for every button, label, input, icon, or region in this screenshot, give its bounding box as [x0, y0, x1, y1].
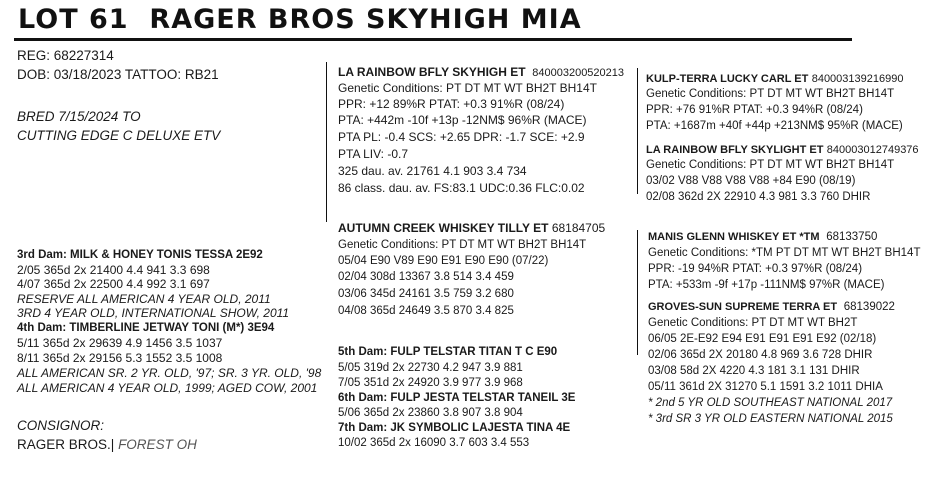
bred-line-2: CUTTING EDGE C DELUXE ETV	[17, 128, 221, 143]
dob-tattoo: DOB: 03/18/2023 TATTOO: RB21	[17, 67, 219, 82]
sire-reg: 840003200520213	[532, 67, 625, 79]
consignor-label: CONSIGNOR:	[17, 418, 105, 433]
dam-sire-heading	[648, 228, 877, 245]
dam-line-1: Genetic Conditions: PT DT MT WT BH2T BH14T	[338, 239, 587, 251]
sire-sire-name: KULP-TERRA LUCKY CARL ET	[646, 73, 809, 85]
sire-dam-reg: 840003012749376	[826, 144, 919, 156]
sire-sire-line-3: PTA: +1687m +40f +44p +213NM$ 95%R (MACE)	[646, 120, 903, 132]
lot-title	[18, 4, 582, 35]
sire-dam-line-2: 03/02 V88 V88 V88 V88 +84 E90 (08/19)	[646, 175, 856, 187]
fifth-dam-record-2: 7/05 351d 2x 24920 3.9 977 3.9 968	[338, 377, 523, 389]
seventh-dam-name: 7th Dam: JK SYMBOLIC LAJESTA TINA 4E	[338, 422, 571, 434]
dam-sire-line-1: Genetic Conditions: *TM PT DT MT WT BH2T BH14T	[648, 247, 921, 259]
sire-line-5: PTA LIV: -0.7	[338, 147, 409, 161]
sire-dam-line-3: 02/08 362d 2X 22910 4.3 981 3.3 760 DHIR	[646, 191, 871, 203]
sire-sire-line-1: Genetic Conditions: PT DT MT WT BH2T BH14T	[646, 88, 895, 100]
lot-number: LOT 61	[18, 4, 129, 35]
dam-line-4: 03/06 345d 24161 3.5 759 3.2 680	[338, 288, 514, 300]
sire-sire-reg: 840003139216990	[811, 73, 904, 85]
sixth-dam-record-1: 5/06 365d 2x 23860 3.8 907 3.8 904	[338, 407, 523, 419]
dam-dam-line-4: 03/08 58d 2X 4220 4.3 181 3.1 131 DHIR	[648, 365, 860, 377]
dam-dam-heading	[648, 298, 895, 315]
fourth-dam-record-1: 5/11 365d 2x 29639 4.9 1456 3.5 1037	[17, 336, 223, 350]
sire-sire-line-2: PPR: +76 91%R PTAT: +0.3 94%R (08/24)	[646, 104, 863, 116]
dam-reg: 68184705	[551, 221, 606, 235]
seventh-dam-record-1: 10/02 365d 2x 16090 3.7 603 3.4 553	[338, 437, 530, 449]
dam-name: AUTUMN CREEK WHISKEY TILLY ET	[338, 221, 549, 235]
sire-dam-heading	[646, 141, 919, 158]
third-dam-record-2: 4/07 365d 2x 22500 4.4 992 3.1 697	[17, 277, 210, 291]
dam-sire-name: MANIS GLENN WHISKEY ET *TM	[648, 231, 820, 243]
dam-dam-note-2: * 3rd SR 3 YR OLD EASTERN NATIONAL 2015	[648, 413, 893, 425]
dam-sire-line-3: PTA: +533m -9f +17p -111NM$ 97%R (MACE)	[648, 279, 885, 291]
divider-sire	[326, 62, 327, 222]
dam-line-5: 04/08 365d 24649 3.5 870 3.4 825	[338, 305, 514, 317]
fourth-dam-note-1: ALL AMERICAN SR. 2 YR. OLD, '97; SR. 3 YR. OLD, '98	[17, 366, 322, 380]
registration: REG: 68227314	[17, 48, 114, 63]
dam-dam-note-1: * 2nd 5 YR OLD SOUTHEAST NATIONAL 2017	[648, 397, 893, 409]
consignor-location: FOREST OH	[118, 437, 197, 452]
consignor-separator: |	[110, 437, 115, 452]
dam-dam-reg: 68139022	[843, 301, 895, 313]
dam-line-3: 02/04 308d 13367 3.8 514 3.4 459	[338, 271, 514, 283]
animal-name: RAGER BROS SKYHIGH MIA	[149, 4, 582, 35]
sire-line-7: 86 class. dau. av. FS:83.1 UDC:0.36 FLC:0.02	[338, 181, 585, 195]
third-dam-note-1: RESERVE ALL AMERICAN 4 YEAR OLD, 2011	[17, 292, 271, 306]
dam-dam-line-2: 06/05 2E-E92 E94 E91 E91 E91 E92 (02/18)	[648, 333, 877, 345]
fifth-dam-name: 5th Dam: FULP TELSTAR TITAN T C E90	[338, 346, 558, 358]
third-dam-note-2: 3RD 4 YEAR OLD, INTERNATIONAL SHOW, 2011	[17, 306, 290, 320]
sire-line-2: PPR: +12 89%R PTAT: +0.3 91%R (08/24)	[338, 97, 565, 111]
sire-line-4: PTA PL: -0.4 SCS: +2.65 DPR: -1.7 SCE: +2.9	[338, 130, 585, 144]
dam-dam-line-3: 02/06 365d 2X 20180 4.8 969 3.6 728 DHIR	[648, 349, 873, 361]
dam-dam-line-1: Genetic Conditions: PT DT MT WT BH2T	[648, 317, 858, 329]
dam-line-2: 05/04 E90 V89 E90 E91 E90 E90 (07/22)	[338, 255, 549, 267]
divider-dam-pedigree	[637, 230, 638, 355]
title-underline	[14, 38, 852, 41]
third-dam-record-1: 2/05 365d 2x 21400 4.4 941 3.3 698	[17, 263, 210, 277]
consignor-name: RAGER BROS.	[17, 437, 111, 452]
fourth-dam-name: 4th Dam: TIMBERLINE JETWAY TONI (M*) 3E94	[17, 322, 275, 334]
dam-dam-line-5: 05/11 361d 2X 31270 5.1 1591 3.2 1011 DHIA	[648, 381, 883, 393]
sire-line-3: PTA: +442m -10f +13p -12NM$ 96%R (MACE)	[338, 113, 587, 127]
fifth-dam-record-1: 5/05 319d 2x 22730 4.2 947 3.9 881	[338, 362, 523, 374]
sire-line-6: 325 dau. av. 21761 4.1 903 3.4 734	[338, 164, 527, 178]
bred-line-1: BRED 7/15/2024 TO	[17, 109, 141, 124]
dam-heading	[338, 220, 605, 236]
sire-dam-name: LA RAINBOW BFLY SKYLIGHT ET	[646, 144, 824, 156]
dam-dam-name: GROVES-SUN SUPREME TERRA ET	[648, 301, 838, 313]
sire-name: LA RAINBOW BFLY SKYHIGH ET	[338, 65, 526, 79]
sixth-dam-name: 6th Dam: FULP JESTA TELSTAR TANEIL 3E	[338, 392, 576, 404]
dam-sire-reg: 68133750	[826, 231, 878, 243]
sire-heading	[338, 64, 624, 81]
sire-sire-heading	[646, 70, 903, 87]
fourth-dam-note-2: ALL AMERICAN 4 YEAR OLD, 1999; AGED COW, 2001	[17, 381, 318, 395]
divider-sire-pedigree	[637, 68, 638, 194]
fourth-dam-record-2: 8/11 365d 2x 29156 5.3 1552 3.5 1008	[17, 351, 223, 365]
sire-line-1: Genetic Conditions: PT DT MT WT BH2T BH14T	[338, 81, 597, 95]
sire-dam-line-1: Genetic Conditions: PT DT MT WT BH2T BH14T	[646, 159, 895, 171]
dam-sire-line-2: PPR: -19 94%R PTAT: +0.3 97%R (08/24)	[648, 263, 863, 275]
third-dam-name: 3rd Dam: MILK & HONEY TONIS TESSA 2E92	[17, 249, 263, 261]
consignor-line	[17, 436, 197, 453]
